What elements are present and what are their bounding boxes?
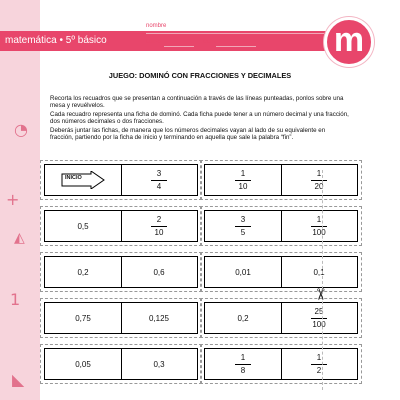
fraction-numerator: 1 <box>240 168 246 178</box>
decimal-value: 0,6 <box>153 267 165 277</box>
domino-tile <box>44 348 198 380</box>
domino-half-right <box>121 211 197 241</box>
domino-card[interactable] <box>40 298 202 338</box>
fraction-bar <box>311 226 327 227</box>
fraction <box>311 215 327 238</box>
fraction <box>311 307 327 330</box>
fraction-denominator: 10 <box>238 181 248 191</box>
fraction-bar <box>151 180 167 181</box>
domino-half-right <box>121 303 197 333</box>
domino-card[interactable] <box>200 344 362 384</box>
fraction-bar <box>235 226 251 227</box>
domino-tile <box>44 210 198 242</box>
domino-half-right <box>281 165 357 195</box>
domino-card[interactable] <box>40 160 202 200</box>
domino-card[interactable] <box>200 206 362 246</box>
student-fields <box>140 15 340 70</box>
domino-half-left <box>45 349 122 379</box>
plus-icon: + <box>6 190 20 209</box>
date-line[interactable] <box>216 46 256 47</box>
domino-half-right <box>121 165 197 195</box>
domino-half-right <box>281 349 357 379</box>
domino-tile <box>204 256 358 288</box>
fraction-denominator: 2 <box>316 365 322 375</box>
domino-tile <box>204 210 358 242</box>
domino-card[interactable] <box>40 344 202 384</box>
ruler-icon: 1 <box>10 290 21 309</box>
fraction-bar <box>311 180 327 181</box>
fraction-numerator: 1 <box>240 352 246 362</box>
decimal-value: 0,75 <box>75 313 91 323</box>
decimal-value: 0,1 <box>313 267 325 277</box>
fraction-denominator: 100 <box>312 227 326 237</box>
domino-card[interactable] <box>40 252 202 292</box>
fraction-numerator: 1 <box>316 352 322 362</box>
fraction-bar <box>311 364 327 365</box>
domino-half-right <box>281 211 357 241</box>
fraction-bar <box>311 318 327 319</box>
domino-card[interactable] <box>200 252 362 292</box>
decimal-value: 0,2 <box>77 267 89 277</box>
domino-card[interactable] <box>40 206 202 246</box>
instruction-3: Deberás juntar las fichas, de manera que los números decimales vayan al lado de su equivalente en fracción, partiendo por la ficha de inicio y terminando en aquella que sale la palabra “fin”. <box>50 127 326 142</box>
worksheet-header <box>0 15 400 59</box>
fraction-numerator: 2 <box>156 214 162 224</box>
domino-tile <box>204 302 358 334</box>
domino-half-right <box>281 303 357 333</box>
start-arrow-icon <box>61 171 105 189</box>
domino-tile <box>44 256 198 288</box>
protractor-icon: ◭ <box>14 230 25 246</box>
domino-half-left <box>45 165 122 195</box>
domino-tile <box>44 302 198 334</box>
fraction-denominator: 5 <box>240 227 246 237</box>
domino-tile <box>204 164 358 196</box>
fraction <box>311 169 327 192</box>
domino-half-right <box>281 257 357 287</box>
compass-icon: ◔ <box>14 120 28 139</box>
domino-card[interactable] <box>200 160 362 200</box>
course-label: curso <box>146 39 161 45</box>
domino-half-right <box>121 257 197 287</box>
domino-half-left <box>205 211 282 241</box>
domino-half-left <box>205 349 282 379</box>
domino-half-left <box>205 165 282 195</box>
instruction-1: Recorta los recuadros que se presentan a continuación a través de las líneas punteadas, ponlos sobre una mesa y revuélvelos. <box>50 95 344 110</box>
domino-tile <box>44 164 198 196</box>
name-label: nombre <box>146 23 167 29</box>
domino-tile <box>204 348 358 380</box>
cut-guide <box>322 170 323 390</box>
domino-half-left <box>205 257 282 287</box>
left-rail <box>0 0 40 400</box>
fraction <box>151 215 167 238</box>
fraction-numerator: 25 <box>314 306 324 316</box>
domino-half-left <box>205 303 282 333</box>
date-label: fecha <box>202 39 217 45</box>
fraction <box>151 169 167 192</box>
fraction <box>235 353 251 376</box>
separator: • <box>59 35 63 46</box>
decimal-value: 0,3 <box>153 359 165 369</box>
fraction-numerator: 1 <box>316 214 322 224</box>
fraction-bar <box>151 226 167 227</box>
decimal-value: 0,5 <box>77 221 89 231</box>
triangle-icon: ◣ <box>12 370 25 389</box>
domino-half-left <box>45 257 122 287</box>
course-line[interactable] <box>164 46 194 47</box>
domino-half-right <box>121 349 197 379</box>
decimal-value: 0,01 <box>235 267 251 277</box>
fraction-numerator: 1 <box>316 168 322 178</box>
domino-half-left <box>45 303 122 333</box>
fraction-denominator: 20 <box>314 181 324 191</box>
fraction-numerator: 3 <box>156 168 162 178</box>
fraction-denominator: 4 <box>156 181 162 191</box>
domino-card[interactable] <box>200 298 362 338</box>
decimal-value: 0,05 <box>75 359 91 369</box>
decimal-value: 0,2 <box>237 313 249 323</box>
fraction <box>311 353 327 376</box>
domino-half-left <box>45 211 122 241</box>
brand-logo: m <box>324 17 374 67</box>
start-label: INICIO <box>65 175 82 181</box>
page-title: JUEGO: DOMINÓ CON FRACCIONES Y DECIMALES <box>108 71 292 80</box>
grade-label: 5º básico <box>65 35 107 46</box>
fraction <box>235 169 251 192</box>
fraction-denominator: 10 <box>154 227 164 237</box>
fraction-numerator: 3 <box>240 214 246 224</box>
subject-grade <box>5 35 107 46</box>
fraction-denominator: 100 <box>312 319 326 329</box>
instruction-2: Cada recuadro representa una ficha de dominó. Cada ficha puede tener a un número decimal y una fracción, dos números decimales o dos fracciones. <box>50 111 349 126</box>
subject-label: matemática <box>5 35 57 46</box>
fraction-bar <box>235 180 251 181</box>
fraction <box>235 215 251 238</box>
fraction-bar <box>235 364 251 365</box>
scissors-icon: ✂ <box>311 287 331 302</box>
decimal-value: 0,125 <box>148 313 170 323</box>
fraction-denominator: 8 <box>240 365 246 375</box>
name-line[interactable] <box>146 33 324 34</box>
